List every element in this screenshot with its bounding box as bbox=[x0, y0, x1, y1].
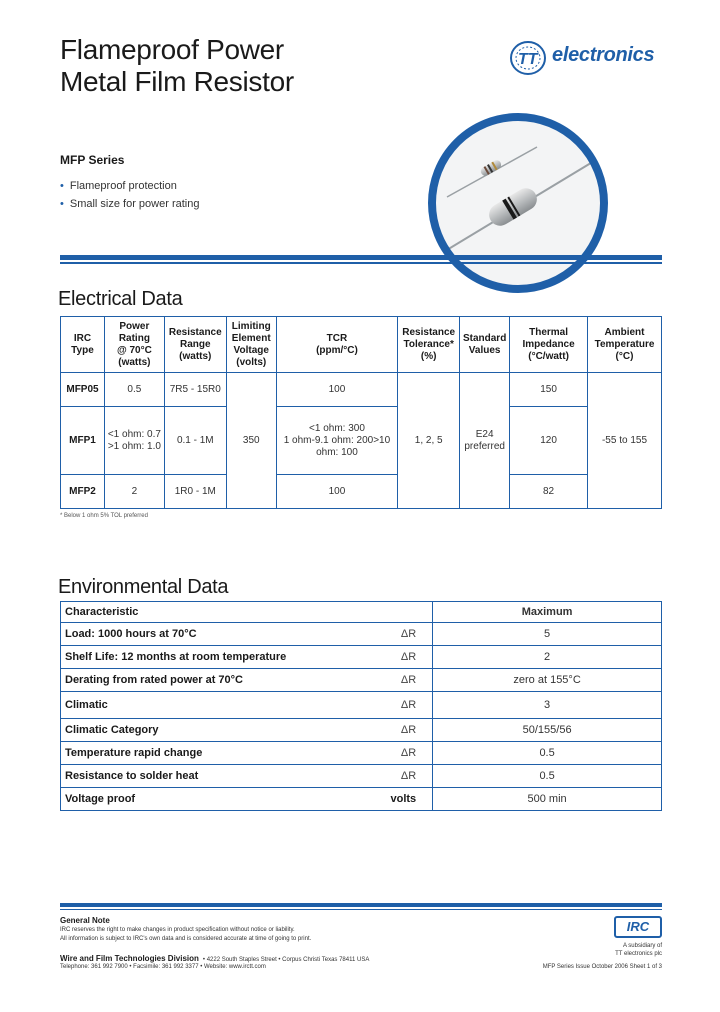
col-header-power: Power Rating @ 70°C (watts) bbox=[104, 317, 164, 373]
brand-text: electronics bbox=[552, 44, 655, 66]
table-header-row bbox=[61, 602, 662, 623]
cell-characteristic: Resistance to solder heat bbox=[61, 765, 391, 788]
cell-maximum: zero at 155°C bbox=[433, 669, 662, 692]
feature-list bbox=[60, 177, 199, 213]
cell-tcr: <1 ohm: 300 1 ohm-9.1 ohm: 200>10 ohm: 100 bbox=[276, 407, 397, 475]
cell-characteristic: Voltage proof bbox=[61, 788, 391, 811]
environmental-title: Environmental Data bbox=[58, 576, 229, 598]
page-title bbox=[60, 34, 294, 98]
tt-mark: TT bbox=[518, 51, 538, 68]
bullet-icon: • bbox=[60, 180, 64, 192]
environmental-table bbox=[60, 601, 662, 811]
division-contact: Telephone: 361 992 7900 • Facsimile: 361 992 3377 • Website: www.irctt.com bbox=[60, 964, 266, 970]
general-note-line: All information is subject to IRC's own data and is considered accurate at time of going to print. bbox=[60, 936, 312, 942]
col-header-ambient: Ambient Temperature (°C) bbox=[588, 317, 662, 373]
cell-unit: ΔR bbox=[391, 623, 433, 646]
cell-thermal: 82 bbox=[510, 475, 588, 509]
cell-maximum: 0.5 bbox=[433, 765, 662, 788]
cell-tolerance: 1, 2, 5 bbox=[398, 373, 460, 509]
footnote: * Below 1 ohm 5% TOL preferred bbox=[60, 513, 148, 519]
table-row bbox=[61, 407, 662, 475]
table-row bbox=[61, 669, 662, 692]
cell-maximum: 3 bbox=[433, 692, 662, 719]
cell-characteristic: Shelf Life: 12 months at room temperature bbox=[61, 646, 391, 669]
col-header-tolerance: Resistance Tolerance* (%) bbox=[398, 317, 460, 373]
cell-type: MFP05 bbox=[61, 373, 105, 407]
table-header-row bbox=[61, 317, 662, 373]
cell-unit: ΔR bbox=[391, 765, 433, 788]
bullet-icon: • bbox=[60, 198, 64, 210]
table-row bbox=[61, 646, 662, 669]
irc-logo bbox=[614, 916, 662, 938]
tt-electronics-logo bbox=[508, 38, 668, 78]
electrical-table bbox=[60, 316, 662, 509]
cell-unit: ΔR bbox=[391, 669, 433, 692]
footer-band bbox=[60, 909, 662, 910]
cell-unit: ΔR bbox=[391, 692, 433, 719]
cell-standard: E24 preferred bbox=[460, 373, 510, 509]
title-line-2: Metal Film Resistor bbox=[60, 66, 294, 97]
cell-characteristic: Climatic Category bbox=[61, 719, 391, 742]
cell-range: 7R5 - 15R0 bbox=[164, 373, 226, 407]
cell-maximum: 5 bbox=[433, 623, 662, 646]
cell-tcr: 100 bbox=[276, 373, 397, 407]
cell-characteristic: Temperature rapid change bbox=[61, 742, 391, 765]
subsidiary-note: A subsidiary of TT electronics plc bbox=[615, 943, 662, 957]
col-header-maximum: Maximum bbox=[433, 602, 662, 623]
series-name: MFP Series bbox=[60, 153, 125, 167]
divider-band bbox=[60, 262, 662, 264]
division-line bbox=[60, 954, 369, 963]
table-row bbox=[61, 475, 662, 509]
cell-power: <1 ohm: 0.7 >1 ohm: 1.0 bbox=[104, 407, 164, 475]
cell-unit: ΔR bbox=[391, 742, 433, 765]
tt-logo-icon bbox=[508, 38, 552, 78]
irc-logo-text: IRC bbox=[626, 919, 650, 934]
table-row bbox=[61, 765, 662, 788]
cell-tcr: 100 bbox=[276, 475, 397, 509]
title-line-1: Flameproof Power bbox=[60, 34, 284, 65]
cell-power: 2 bbox=[104, 475, 164, 509]
divider-band bbox=[60, 255, 662, 260]
feature-item: • Flameproof protection bbox=[60, 180, 177, 192]
cell-ambient: -55 to 155 bbox=[588, 373, 662, 509]
col-header-tcr: TCR (ppm/°C) bbox=[276, 317, 397, 373]
table-row bbox=[61, 373, 662, 407]
cell-voltage: 350 bbox=[226, 373, 276, 509]
cell-maximum: 2 bbox=[433, 646, 662, 669]
col-header-type: IRC Type bbox=[61, 317, 105, 373]
cell-unit: ΔR bbox=[391, 719, 433, 742]
general-note-line: IRC reserves the right to make changes in product specification without notice or liability. bbox=[60, 927, 295, 933]
cell-characteristic: Derating from rated power at 70°C bbox=[61, 669, 391, 692]
col-header-characteristic: Characteristic bbox=[61, 602, 391, 623]
cell-thermal: 150 bbox=[510, 373, 588, 407]
cell-range: 0.1 - 1M bbox=[164, 407, 226, 475]
cell-maximum: 50/155/56 bbox=[433, 719, 662, 742]
col-header-range: Resistance Range (watts) bbox=[164, 317, 226, 373]
issue-info: MFP Series Issue October 2006 Sheet 1 of 3 bbox=[542, 964, 662, 970]
cell-type: MFP2 bbox=[61, 475, 105, 509]
table-row bbox=[61, 623, 662, 646]
col-header-voltage: Limiting Element Voltage (volts) bbox=[226, 317, 276, 373]
table-row bbox=[61, 692, 662, 719]
table-row bbox=[61, 742, 662, 765]
cell-maximum: 0.5 bbox=[433, 742, 662, 765]
table-row bbox=[61, 788, 662, 811]
cell-maximum: 500 min bbox=[433, 788, 662, 811]
table-row bbox=[61, 719, 662, 742]
cell-characteristic: Climatic bbox=[61, 692, 391, 719]
division-name: Wire and Film Technologies Division bbox=[60, 954, 199, 963]
col-header-thermal: Thermal Impedance (°C/watt) bbox=[510, 317, 588, 373]
cell-thermal: 120 bbox=[510, 407, 588, 475]
cell-unit: ΔR bbox=[391, 646, 433, 669]
resistor-photo bbox=[427, 112, 609, 294]
general-note-title: General Note bbox=[60, 916, 110, 925]
cell-power: 0.5 bbox=[104, 373, 164, 407]
cell-unit: volts bbox=[391, 788, 433, 811]
cell-range: 1R0 - 1M bbox=[164, 475, 226, 509]
col-header-standard: Standard Values bbox=[460, 317, 510, 373]
cell-type: MFP1 bbox=[61, 407, 105, 475]
footer-band bbox=[60, 903, 662, 907]
division-address: • 4222 South Staples Street • Corpus Christi Texas 78411 USA bbox=[202, 957, 370, 963]
cell-characteristic: Load: 1000 hours at 70°C bbox=[61, 623, 391, 646]
feature-item: • Small size for power rating bbox=[60, 198, 200, 210]
col-header-unit bbox=[391, 602, 433, 623]
electrical-title: Electrical Data bbox=[58, 288, 183, 310]
